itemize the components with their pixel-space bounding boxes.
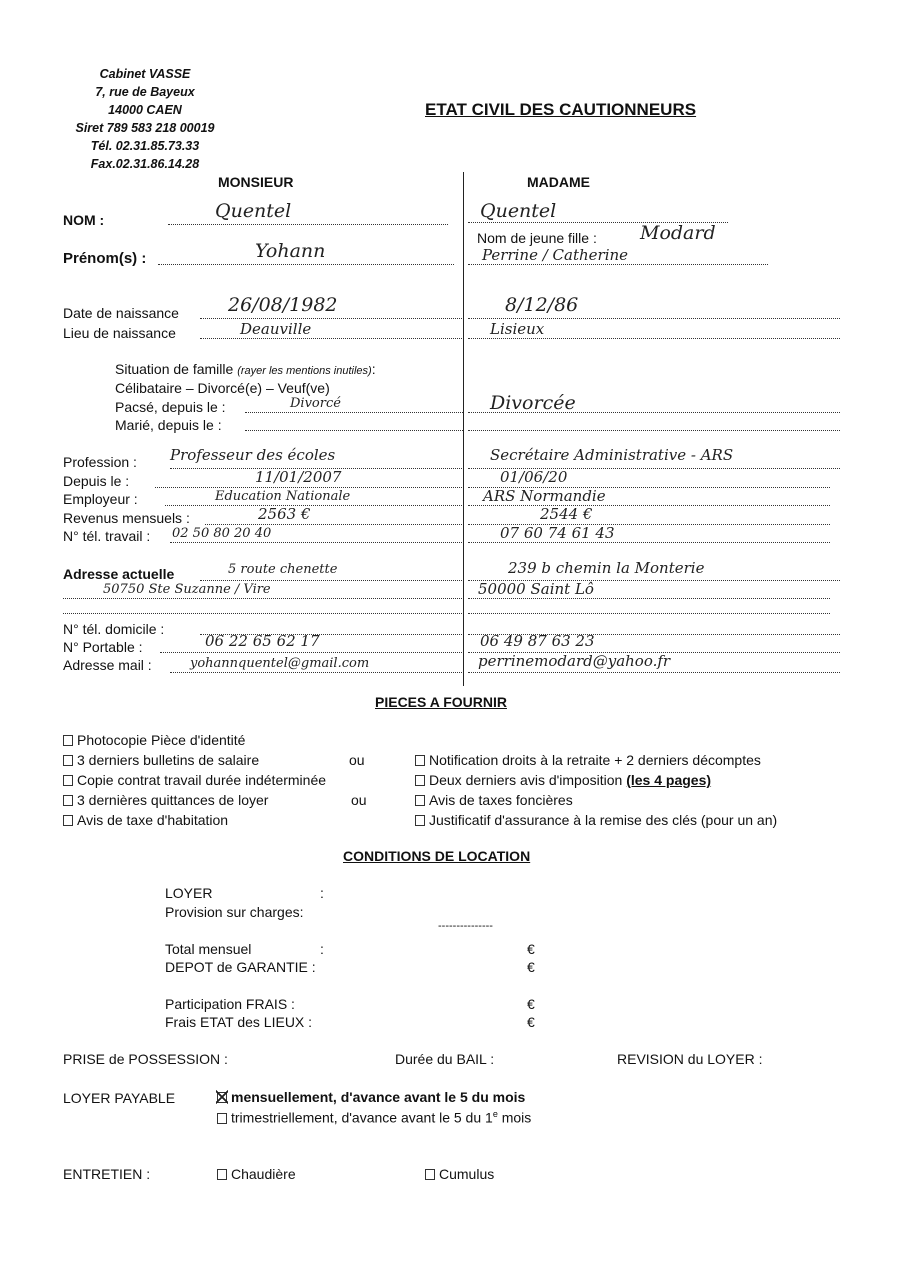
label-provision: Provision sur charges: [165, 904, 304, 920]
field-line [165, 505, 462, 506]
label-employeur: Employeur : [63, 491, 138, 507]
field-line [170, 672, 462, 673]
field-line [468, 542, 830, 543]
cabinet-siret: Siret 789 583 218 00019 [75, 121, 215, 135]
label-situation: Situation de famille [115, 361, 234, 377]
situation-colon: : [371, 361, 376, 377]
label-prise-possession: PRISE de POSSESSION : [63, 1051, 228, 1067]
checkbox[interactable] [425, 1169, 435, 1180]
madame-nom: Quentel [480, 200, 557, 222]
field-line [468, 505, 830, 506]
label-nom: NOM : [63, 212, 105, 228]
madame-adresse-2: 50000 Saint Lô [478, 580, 594, 598]
madame-nom-jeune-fille: Modard [640, 222, 716, 244]
field-line [200, 580, 462, 581]
checkbox[interactable] [415, 795, 425, 806]
monsieur-employeur: Education Nationale [215, 489, 351, 504]
monsieur-lieu-naissance: Deauville [240, 320, 312, 338]
piece-item: Copie contrat travail durée indéterminée [63, 772, 326, 788]
separator: --------------- [438, 920, 493, 932]
checkbox[interactable] [63, 815, 73, 826]
label-profession: Profession : [63, 454, 137, 470]
column-madame: MADAME [527, 174, 590, 190]
label-duree-bail: Durée du BAIL : [395, 1051, 495, 1067]
madame-tel-travail: 07 60 74 61 43 [500, 524, 615, 542]
euro-sign: € [527, 941, 535, 957]
label-depot: DEPOT de GARANTIE : [165, 959, 316, 975]
label-etat-lieux: Frais ETAT des LIEUX : [165, 1014, 313, 1030]
monsieur-situation: Divorcé [290, 396, 341, 411]
label-revision-loyer: REVISION du LOYER : [617, 1051, 763, 1067]
cabinet-address: 7, rue de Bayeux [95, 85, 195, 99]
monsieur-adresse-2: 50750 Ste Suzanne / Vire [103, 582, 271, 597]
situation-heading [115, 361, 376, 377]
piece-item: Avis de taxes foncières [415, 792, 573, 808]
monsieur-nom: Quentel [215, 200, 292, 222]
field-line [468, 672, 840, 673]
label-tel-domicile: N° tél. domicile : [63, 621, 165, 637]
monsieur-adresse-1: 5 route chenette [228, 562, 338, 577]
field-line [155, 487, 462, 488]
madame-revenus: 2544 € [540, 505, 593, 523]
monsieur-date-naissance: 26/08/1982 [228, 294, 338, 316]
column-monsieur: MONSIEUR [218, 174, 294, 190]
checkbox[interactable] [217, 1113, 227, 1124]
monsieur-prenom: Yohann [255, 240, 326, 262]
label-depuis: Depuis le : [63, 473, 130, 489]
madame-lieu-naissance: Lisieux [490, 320, 545, 338]
madame-depuis: 01/06/20 [500, 468, 568, 486]
field-line [170, 542, 462, 543]
cabinet-name: Cabinet VASSE [99, 67, 191, 81]
label-loyer: LOYER [165, 885, 213, 901]
monsieur-tel-travail: 02 50 80 20 40 [172, 526, 272, 541]
monsieur-portable: 06 22 65 62 17 [205, 632, 320, 650]
pieces-title: PIECES A FOURNIR [375, 694, 507, 710]
label-tel-travail: N° tél. travail : [63, 528, 151, 544]
label-situation-note: (rayer les mentions inutiles) [237, 365, 372, 377]
madame-portable: 06 49 87 63 23 [480, 632, 595, 650]
colon: : [320, 885, 324, 901]
label-revenus: Revenus mensuels : [63, 510, 190, 526]
cabinet-fax: Fax.02.31.86.14.28 [90, 157, 200, 171]
checkbox[interactable] [63, 775, 73, 786]
colon: : [320, 941, 324, 957]
field-line [468, 613, 830, 614]
label-celibataire: Célibataire – Divorcé(e) – Veuf(ve) [115, 380, 330, 396]
madame-prenom: Perrine / Catherine [482, 246, 629, 264]
madame-adresse-1: 239 b chemin la Monterie [508, 559, 705, 577]
label-portable: N° Portable : [63, 639, 143, 655]
label-pacse: Pacsé, depuis le : [115, 399, 226, 415]
column-divider [463, 172, 464, 686]
checkbox[interactable] [415, 755, 425, 766]
label-total: Total mensuel [165, 941, 252, 957]
label-mail: Adresse mail : [63, 657, 152, 673]
label-nom-jeune-fille: Nom de jeune fille : [477, 230, 597, 246]
piece-item: Deux derniers avis d'imposition (les 4 pages) [415, 772, 711, 788]
monsieur-profession: Professeur des écoles [170, 446, 336, 464]
label-prenoms: Prénom(s) : [63, 250, 147, 267]
field-line [63, 613, 462, 614]
piece-item: Avis de taxe d'habitation [63, 812, 228, 828]
monsieur-mail: yohannquentel@gmail.com [190, 656, 370, 671]
checkbox[interactable] [63, 795, 73, 806]
option-chaudiere: Chaudière [217, 1166, 296, 1182]
madame-employeur: ARS Normandie [483, 487, 606, 505]
cabinet-tel: Tél. 02.31.85.73.33 [90, 139, 200, 153]
checkbox-checked[interactable] [217, 1092, 227, 1103]
option-cumulus: Cumulus [425, 1166, 494, 1182]
euro-sign: € [527, 996, 535, 1012]
euro-sign: € [527, 1014, 535, 1030]
piece-item: Photocopie Pièce d'identité [63, 732, 245, 748]
label-lieu-naissance: Lieu de naissance [63, 325, 176, 341]
field-line [245, 412, 463, 413]
checkbox[interactable] [415, 775, 425, 786]
checkbox[interactable] [63, 755, 73, 766]
madame-profession: Secrétaire Administrative - ARS [490, 446, 734, 464]
document-title: ETAT CIVIL DES CAUTIONNEURS [425, 100, 697, 119]
label-date-naissance: Date de naissance [63, 305, 179, 321]
euro-sign: € [527, 959, 535, 975]
label-ou: ou [349, 752, 365, 768]
option-trimestriel: trimestriellement, d'avance avant le 5 du 1e mois [217, 1109, 531, 1126]
label-marie: Marié, depuis le : [115, 417, 222, 433]
label-loyer-payable: LOYER PAYABLE [63, 1090, 176, 1106]
piece-item: 3 dernières quittances de loyer [63, 792, 268, 808]
monsieur-depuis: 11/01/2007 [255, 468, 342, 486]
option-mensuel: mensuellement, d'avance avant le 5 du mois [217, 1089, 525, 1105]
field-line [168, 224, 448, 225]
checkbox[interactable] [415, 815, 425, 826]
cabinet-block [50, 65, 240, 173]
cabinet-city: 14000 CAEN [108, 103, 182, 117]
checkbox[interactable] [63, 735, 73, 746]
field-line [200, 318, 462, 319]
conditions-title: CONDITIONS DE LOCATION [343, 848, 531, 864]
field-line [468, 430, 840, 431]
field-line [468, 338, 840, 339]
field-line [160, 652, 462, 653]
madame-mail: perrinemodard@yahoo.fr [478, 652, 671, 670]
label-entretien: ENTRETIEN : [63, 1166, 151, 1182]
field-line [158, 264, 454, 265]
field-line [63, 598, 462, 599]
field-line [468, 264, 768, 265]
monsieur-revenus: 2563 € [258, 505, 311, 523]
field-line [468, 318, 840, 319]
field-line [245, 430, 463, 431]
label-adresse: Adresse actuelle [63, 566, 175, 582]
field-line [468, 598, 830, 599]
label-participation: Participation FRAIS : [165, 996, 295, 1012]
field-line [200, 338, 462, 339]
piece-item: Justificatif d'assurance à la remise des clés (pour un an) [415, 812, 777, 828]
checkbox[interactable] [217, 1169, 227, 1180]
field-line [205, 524, 462, 525]
madame-date-naissance: 8/12/86 [505, 294, 579, 316]
piece-item: Notification droits à la retraite + 2 derniers décomptes [415, 752, 761, 768]
label-ou: ou [351, 792, 367, 808]
madame-situation: Divorcée [490, 392, 576, 414]
piece-item: 3 derniers bulletins de salaire [63, 752, 259, 768]
